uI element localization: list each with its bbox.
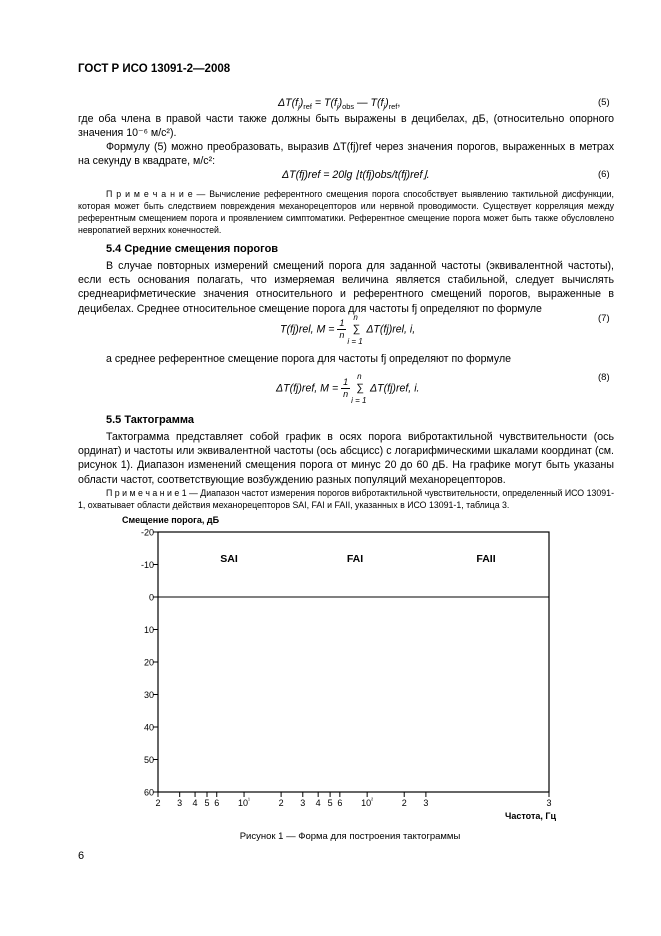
- x-tick-label: 5: [204, 798, 210, 808]
- y-tick-label: 30: [143, 690, 154, 700]
- page-header: ГОСТ Р ИСО 13091-2—2008: [78, 63, 231, 75]
- figure-caption: Рисунок 1 — Форма для построения тактограммы: [239, 831, 461, 842]
- x-tick-label: 6: [337, 798, 343, 808]
- note-2: П р и м е ч а н и е 1 — Диапазон частот измерения порогов вибротактильной чувствительности, определенный ИСО 13091-1, охватывает области действия механорецепторов SAI, FAI и FAII, указанных в ИСО 13091-1, таблица 3.: [78, 488, 614, 510]
- x-tick-label: 6: [214, 798, 220, 808]
- note-1: П р и м е ч а н и е — Вычисление референтного смещения порога способствует выявлению тактильной дисфункции, которая может быть следствием повреждения механорецепторов или нервной проводимости. Существует корреляция между референтным смещением порога и проявлением симптоматики. Референтное смещение порога может быть также обусловлено невропатией верхних конечностей.: [78, 189, 614, 235]
- equation-8-number: (8): [598, 372, 610, 383]
- x-tick-label: 5: [327, 798, 333, 808]
- x-tick-label: 4: [315, 798, 321, 808]
- x-tick-label: 2: [401, 798, 407, 808]
- x-tick-label: 3: [300, 798, 306, 808]
- y-tick-label: 40: [143, 722, 154, 733]
- y-tick-label: 10: [143, 625, 154, 635]
- section-5-5-heading: 5.5 Тактограмма: [106, 414, 195, 426]
- equation-5: $\Delta T(f_j)_{ref} = T(f_j)_{obs}$ — $T(f_j)_{ref}$,: [278, 97, 401, 112]
- paragraph-4: а среднее референтное смещение порога для частоты fj определяют по формуле: [106, 353, 512, 365]
- y-tick-label: -20: [140, 527, 154, 538]
- page-number: 6: [78, 850, 85, 862]
- x-tick-label: 3: [177, 798, 183, 808]
- region-label-faii: FAII: [476, 553, 496, 565]
- x-tick-label: 4: [192, 798, 198, 808]
- paragraph-2: Формулу (5) можно преобразовать, выразив ΔT(fj)ref через значения порогов, выраженных в метрах на секунду в квадрате, м/с²:: [78, 141, 614, 168]
- y-tick-label: 0: [148, 592, 154, 603]
- equation-8: ΔT(fj)ref, M = $\frac{1}{n}$ ∑ n i = 1 ΔT(fj)ref, i.: [276, 372, 420, 406]
- y-tick-label: 20: [143, 657, 154, 668]
- plot-frame: [158, 532, 549, 792]
- x-tick-label: 2: [278, 798, 284, 808]
- tactogram-chart: [0, 510, 661, 830]
- paragraph-5: Тактограмма представляет собой график в осях порога вибротактильной чувствительности (ось ординат) и частоты или эквивалентной частоты (ось абсцисс) с логарифмическими шкалами координат (см. рисунок 1). Диапазон изменений смещения порога от минус 20 до 60 дБ. На графике могут быть указаны области частот, соответствующие возбуждению разных популяций механорецепторов.: [78, 431, 614, 486]
- paragraph-3: В случае повторных измерений смещений порога для заданной частоты (эквивалентной частоты), если есть основания полагать, что измеряемая величина является стабильной, следует вычислять среднеарифметические значения относительного и референтного смещений порогов, выраженные в децибелах. Среднее относительное смещение порога для частоты fj определяют по формуле: [78, 260, 614, 315]
- equation-7: T(fj)rel, M = $\frac{1}{n}$ ∑ n i = 1 ΔT(fj)rel, i,: [280, 313, 416, 347]
- x-tick-label: 3: [423, 798, 429, 808]
- equation-5-number: (5): [598, 97, 610, 108]
- paragraph-1: где оба члена в правой части также должны быть выражены в децибелах, дБ, (относительно опорного значения 10⁻⁶ м/с²).: [78, 113, 614, 140]
- equation-7-number: (7): [598, 313, 610, 324]
- equation-6: ΔT(fj)ref = 20lg ⌊t(fj)obs/t(fj)ref⌋.: [282, 169, 430, 181]
- y-tick-label: -10: [140, 560, 154, 570]
- x-tick-label-end: 3: [546, 798, 552, 808]
- equation-6-number: (6): [598, 169, 610, 180]
- y-tick-label: 60: [143, 787, 154, 798]
- y-axis-label: Смещение порога, дБ: [122, 515, 220, 525]
- y-tick-label: 50: [143, 755, 154, 765]
- x-tick-label: $10^{^1}$: [238, 798, 251, 808]
- x-axis-label: Частота, Гц: [505, 811, 556, 821]
- region-label-fai: FAI: [346, 553, 364, 565]
- region-label-sai: SAI: [220, 553, 238, 565]
- x-tick-label: $10^{^2}$: [361, 798, 374, 808]
- section-5-4-heading: 5.4 Средние смещения порогов: [106, 243, 279, 255]
- x-tick-label: 2: [155, 798, 161, 808]
